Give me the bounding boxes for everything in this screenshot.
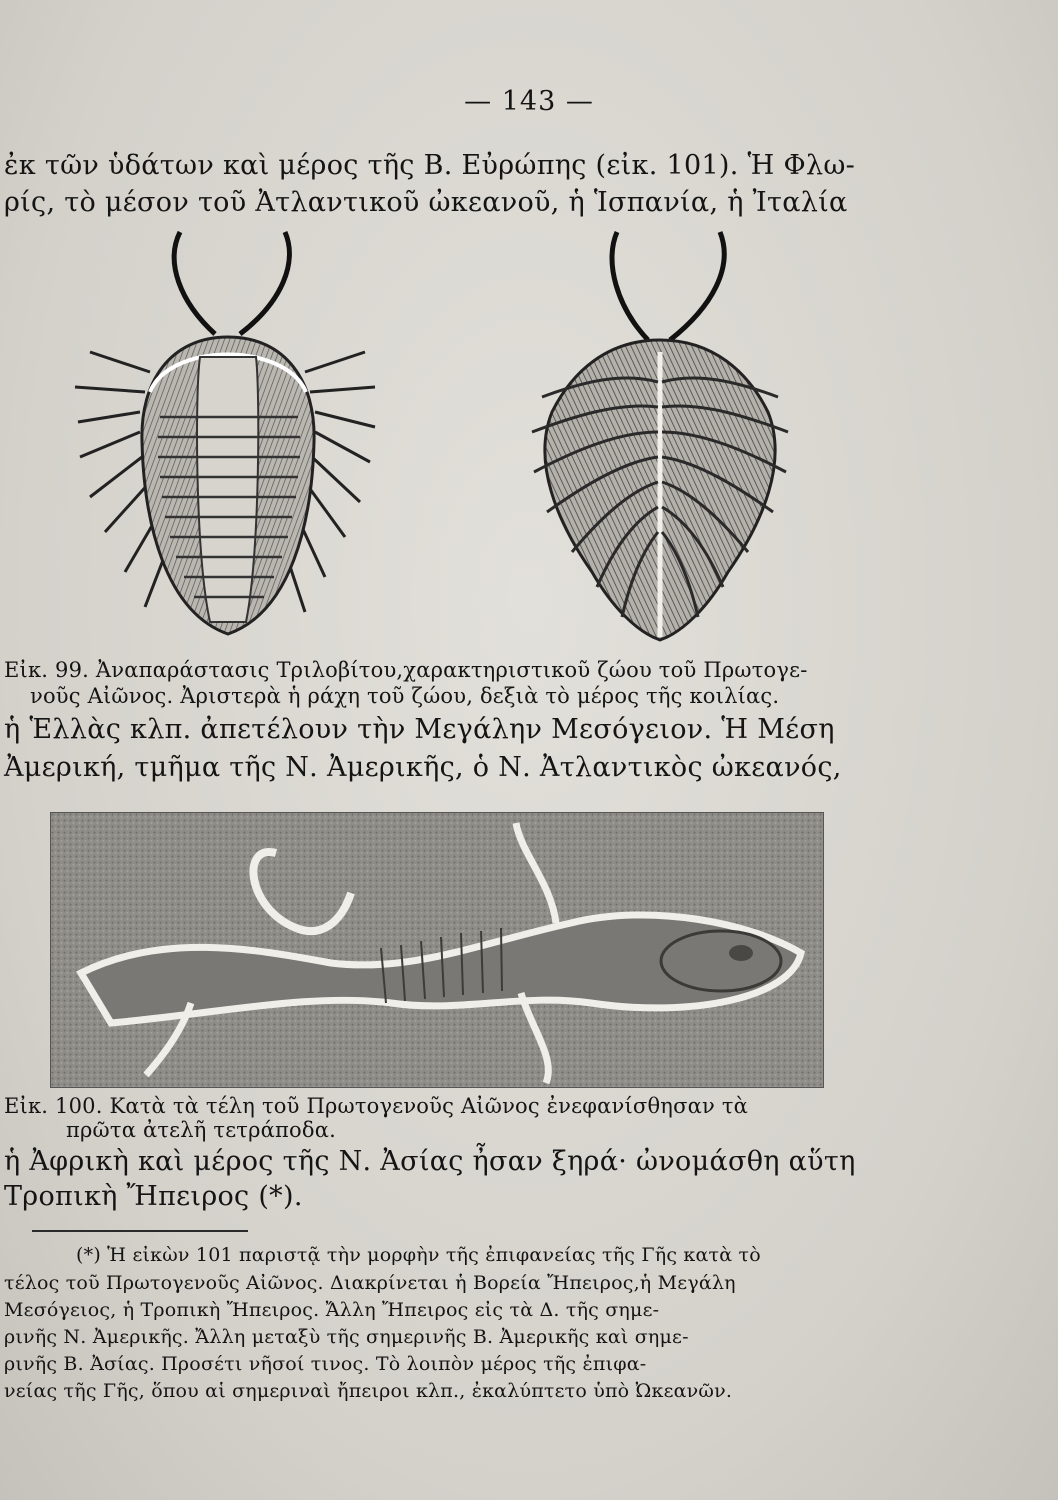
body-text-line: Τροπικὴ Ἤπειρος (*). [4,1181,303,1212]
body-text-line: ἡ Ἑλλὰς κλπ. ἀπετέλουν τὴν Μεγάλην Μεσόγειον. Ἡ Μέση [4,714,835,745]
footnote-line: Μεσόγειος, ἡ Τροπικὴ Ἤπειρος. Ἄλλη Ἤπειρος εἰς τὰ Δ. τῆς σημε- [4,1299,660,1321]
body-text-line: ἡ Ἀφρικὴ καὶ μέρος τῆς Ν. Ἀσίας ἦσαν ξηρά· ὠνομάσθη αὕτη [4,1146,856,1177]
figure-100-caption: πρῶτα ἀτελῆ τετράποδα. [66,1118,336,1142]
tetrapod-fossil-photo [50,812,824,1088]
body-text-line: ρίς, τὸ μέσον τοῦ Ἀτλαντικοῦ ὠκεανοῦ, ἡ Ἱσπανία, ἡ Ἰταλία [4,187,848,218]
figure-99-caption: Εἰκ. 99. Ἀναπαράστασις Τριλοβίτου,χαρακτηριστικοῦ ζώου τοῦ Πρωτογε- [4,658,808,682]
footnote-line: (*) Ἡ εἰκὼν 101 παριστᾷ τὴν μορφὴν τῆς ἐπιφανείας τῆς Γῆς κατὰ τὸ [76,1244,761,1266]
footnote-line: ρινῆς Β. Ἀσίας. Προσέτι νῆσοί τινος. Τὸ λοιπὸν μέρος τῆς ἐπιφα- [4,1353,647,1375]
page-number: — 143 — [464,86,594,117]
body-text-line: ἐκ τῶν ὑδάτων καὶ μέρος τῆς Β. Εὐρώπης (εἰκ. 101). Ἡ Φλω- [4,150,856,181]
figure-99-caption: νοῦς Αἰῶνος. Ἀριστερὰ ἡ ράχη τοῦ ζώου, δεξιὰ τὸ μέρος τῆς κοιλίας. [30,684,780,708]
body-text-line: Ἀμερική, τμῆμα τῆς Ν. Ἀμερικῆς, ὁ Ν. Ἀτλαντικὸς ὠκεανός, [4,752,842,783]
footnote-separator [32,1230,248,1232]
footnote-line: ρινῆς Ν. Ἀμερικῆς. Ἄλλη μεταξὺ τῆς σημερινῆς Β. Ἀμερικῆς καὶ σημε- [4,1326,689,1348]
trilobite-dorsal-illustration [70,222,380,652]
figure-100-caption: Εἰκ. 100. Κατὰ τὰ τέλη τοῦ Πρωτογενοῦς Αἰῶνος ἐνεφανίσθησαν τὰ [4,1094,749,1118]
trilobite-ventral-illustration [512,222,802,652]
footnote-line: τέλος τοῦ Πρωτογενοῦς Αἰῶνος. Διακρίνεται ἡ Βορεία Ἤπειρος,ἡ Μεγάλη [4,1272,736,1294]
footnote-line: νείας τῆς Γῆς, ὅπου αἱ σημεριναὶ ἤπειροι κλπ., ἐκαλύπτετο ὑπὸ Ὠκεανῶν. [4,1380,733,1402]
